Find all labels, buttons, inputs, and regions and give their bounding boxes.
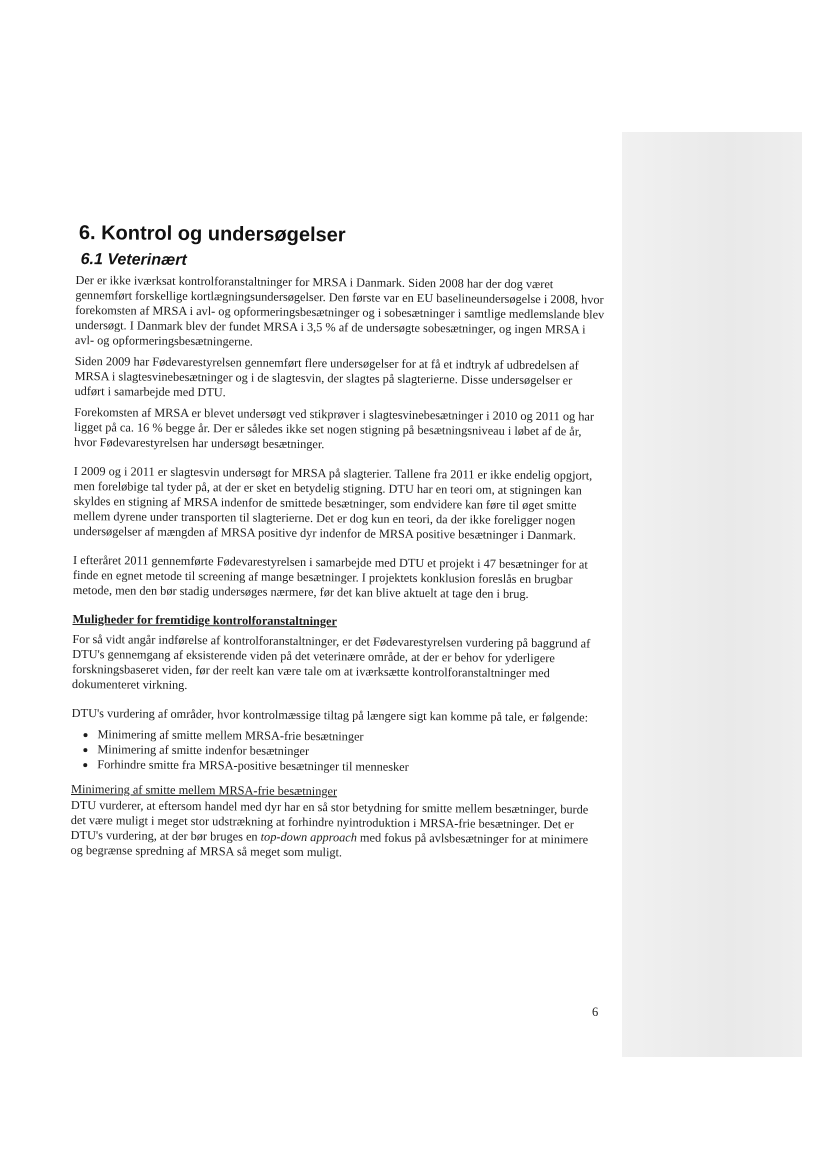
minimering-text-1: DTU vurderer, at eftersom handel med dyr har en så stor betydning for smitte mellem besætninger, burde det være muligt i meget stor udstrækning at forhindre nyintroduktion i MRSA-frie besætninger. Det er DTU's vurdering, at der bør bruges en [70,797,589,844]
paragraph-2: Siden 2009 har Fødevarestyrelsen gennemført flere undersøgelser for at få et indtryk af udbredelsen af MRSA i slagtesvinebesætninger og i de slagtesvin, der slagtes på slagterierne. Disse undersøgelser er udført i samarbejde med DTU. [74,353,579,400]
list-item: • Minimering af smitte indenfor besætninger [97,742,601,761]
paragraph-5: I efteråret 2011 gennemførte Fødevarestyrelsen i samarbejde med DTU et projekt i 47 besætninger for at finde en egnet metode til screening af mange besætninger. I projektets konklusion foreslås en brugbar metode, men den bør stadig undersøges nærmere, før det kan blive aktuelt at tage den i brug. [72,552,588,601]
paragraph-4: I 2009 og i 2011 er slagtesvin undersøgt for MRSA på slagterier. Tallene fra 2011 er ikke endelig opgjort, men foreløbige tal tyder på, at der er sket en betydelig stigning. DTU har en teori om, at stigningen kan skyldes en stigning af MRSA indenfor de smittede besætninger, som endvidere kan føre til øget smitte mellem dyrene under transporten til slagterierne. Det er dog kun en teori, da der ikke foreligger nogen undersøgelser af mængden af MRSA positive dyr indenfor de MRSA positive besætninger i Danmark. [73,463,593,543]
scan-shadow [622,132,802,1057]
paragraph-3: Forekomsten af MRSA er blevet undersøgt ved stikprøver i slagtesvinebesætninger i 2010 og 2011 og har ligget på ca. 16 % begge år. Der er således ikke set nogen stigning på besætningsniveau i løbet af de år, hvor Fødevarestyrelsen har undersøgt besætninger. [74,404,595,452]
minimering-italic: top-down approach [260,829,357,845]
future-heading: Muligheder for fremtidige kontrolforanstaltninger [72,611,338,629]
paragraph-1: Der er ikke iværksat kontrolforanstaltninger for MRSA i Danmark. Siden 2008 har der dog været gennemført forskellige kortlægningsundersøgelser. Den første var en EU baselineundersøgelse i 2008, hvor forekomsten af MRSA i avl- og opformeringsbesætninger og i sobesætninger i samtlige medlemslande blev undersøgt. I Danmark blev der fundet MRSA i 3,5 % af de undersøgte sobesætninger, og ingen MRSA i avl- og opformeringsbesætningerne. [74,272,605,349]
page-title: 6. Kontrol og undersøgelser [78,222,346,247]
page-number: 6 [592,1005,599,1019]
section-title: 6.1 Veterinært [80,251,187,269]
future-paragraph-2: DTU's vurdering af områder, hvor kontrolmæssige tiltag på længere sigt kan komme på tale, er følgende: [71,705,589,725]
bullet-list [71,727,601,777]
list-item: • Forhindre smitte fra MRSA-positive besætninger til mennesker [97,757,601,776]
minimering-text-2: med fokus på avlsbesætninger for at minimere og begrænse spredning af MRSA så meget som muligt. [70,830,589,860]
future-paragraph-1: For så vidt angår indførelse af kontrolforanstaltninger, er det Fødevarestyrelsen vurdering på baggrund af DTU's gennemgang af eksisterende viden på det veterinære område, at der er behov for yderligere forskningsbaseret viden, før der reelt kan være tale om at iværksætte kontrolforanstaltninger med dokumenteret virkning. [71,631,591,692]
document-page [70,222,606,869]
list-item: • Minimering af smitte mellem MRSA-frie besætninger [97,727,601,746]
minimering-heading: Minimering af smitte mellem MRSA-frie besætninger [70,781,338,799]
minimering-paragraph [70,798,601,863]
